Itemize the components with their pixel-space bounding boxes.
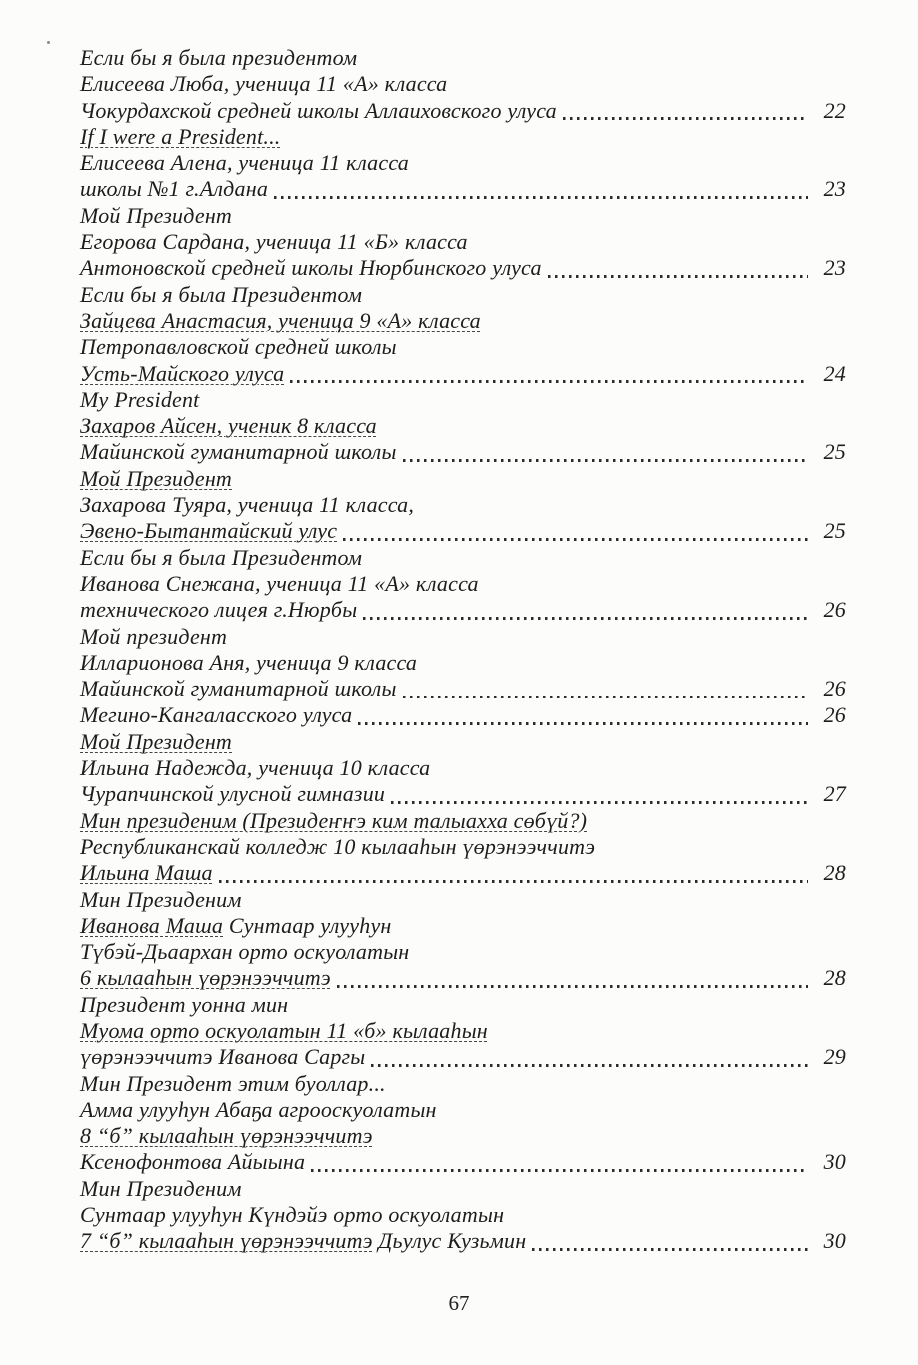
- dot-leader: [532, 1248, 808, 1251]
- toc-entry-text: Мой президент: [80, 623, 228, 649]
- toc-page-number: 23: [823, 176, 846, 202]
- toc-entry-text: Захаров Айсен, ученик 8 класса: [80, 413, 377, 439]
- toc-entry-text: Ильина Надежда, ученица 10 класса: [80, 755, 431, 781]
- toc-entry: [80, 571, 846, 597]
- toc-entry: [80, 781, 846, 807]
- toc-entry-text: Мин президеним (Президеҥҥэ ким талыахха сөбүй?): [80, 807, 588, 833]
- toc-entry-text: 6 кылааһын үөрэнээччитэ: [80, 965, 331, 991]
- toc-entry-text: Мин Президеним: [80, 886, 242, 912]
- toc-entry-text: Амма улууһун Абаҕа агрооскуолатын: [80, 1096, 437, 1122]
- toc-entry: [80, 308, 846, 334]
- toc-page-number: 24: [823, 360, 846, 386]
- toc-entry: [80, 45, 846, 71]
- toc-entry-text: Майинской гуманитарной школы: [80, 676, 397, 702]
- toc-entry-text: Если бы я была Президентом: [80, 544, 363, 570]
- toc-entry-text: Илларионова Аня, ученица 9 класса: [80, 649, 418, 675]
- toc-entry-text: Мой Президент: [80, 465, 233, 491]
- toc-entry-text: Мой Президент: [80, 728, 233, 754]
- toc-entry-text: Мин Президент этим буоллар...: [80, 1070, 386, 1096]
- toc-page-number: 26: [823, 702, 846, 728]
- toc-entry-text-tail: Дьулус Кузьмин: [372, 1228, 527, 1254]
- toc-page-number: 30: [823, 1149, 846, 1175]
- dot-leader: [548, 275, 808, 278]
- toc-entry-text: 7 “б” кылааһын үөрэнээччитэ: [80, 1228, 373, 1254]
- toc-entry-text: Если бы я была президентом: [80, 45, 358, 70]
- toc-page-number: 29: [823, 1044, 846, 1070]
- toc-entry: [80, 518, 846, 544]
- toc-entry: [80, 676, 846, 702]
- toc-entry: [80, 255, 846, 281]
- toc-entry: [80, 1018, 846, 1044]
- dot-leader: [358, 722, 808, 725]
- toc-entry-text: Майинской гуманитарной школы: [80, 439, 397, 465]
- toc-page-number: 30: [823, 1228, 846, 1254]
- toc-entry: [80, 1149, 846, 1175]
- toc-entry: [80, 860, 846, 886]
- scan-speck: [47, 41, 50, 44]
- toc-entry-text: Муома орто оскуолатын 11 «б» кылааһын: [80, 1017, 488, 1043]
- toc-page-number: 25: [823, 439, 846, 465]
- toc-entry-text: школы №1 г.Алдана: [80, 176, 269, 202]
- toc-entry-text: Мегино-Кангаласского улуса: [80, 702, 353, 728]
- toc-entry: [80, 650, 846, 676]
- toc-entry: [80, 124, 846, 150]
- toc-entry-text: Если бы я была Президентом: [80, 281, 363, 307]
- toc-entry-text: My President: [80, 386, 200, 412]
- toc-entry: [80, 439, 846, 465]
- dot-leader: [403, 459, 808, 462]
- toc-entry-text: Елисеева Люба, ученица 11 «А» класса: [80, 71, 448, 97]
- toc-entry-text: Республиканскай колледж 10 кылааһын үөрэнээччитэ: [80, 833, 596, 859]
- toc-entry-text: Түбэй-Дьаархан орто оскуолатын: [80, 939, 410, 965]
- toc-entry-text: Иванова Снежана, ученица 11 «А» класса: [80, 570, 479, 596]
- toc-entry: [80, 71, 846, 97]
- toc-entry-text: Егорова Сардана, ученица 11 «Б» класса: [80, 229, 468, 255]
- toc-entry: [80, 808, 846, 834]
- toc-page-number: 28: [823, 965, 846, 991]
- toc-entry-text: Эвено-Бытантайский улус: [80, 518, 338, 544]
- toc-page-number: 25: [823, 518, 846, 544]
- toc-entry: [80, 1044, 846, 1070]
- dot-leader: [363, 617, 808, 620]
- toc-page-number: 23: [823, 255, 846, 281]
- toc-entry: [80, 597, 846, 623]
- toc-entry: [80, 229, 846, 255]
- toc-entry-text: Захарова Туяра, ученица 11 класса,: [80, 492, 415, 518]
- toc-entry: [80, 176, 846, 202]
- dot-leader: [371, 1064, 808, 1067]
- toc-entry: [80, 1071, 846, 1097]
- toc-entry-text: Сунтаар улууһун Күндэйэ орто оскуолатын: [80, 1202, 505, 1228]
- toc-entry: [80, 992, 846, 1018]
- toc-entry-text: Петропавловской средней школы: [80, 334, 397, 360]
- toc-entry-text: Ильина Маша: [80, 860, 213, 886]
- toc-entry-text: Усть-Майского улуса: [80, 360, 285, 386]
- dot-leader: [391, 801, 808, 804]
- toc-entry: [80, 913, 846, 939]
- toc-entry: [80, 887, 846, 913]
- dot-leader: [290, 380, 808, 383]
- toc-entry-text: Иванова Маша: [80, 912, 224, 938]
- toc-page-number: 26: [823, 676, 846, 702]
- toc-entry: [80, 545, 846, 571]
- toc-entry-text: Мой Президент: [80, 202, 233, 228]
- toc-entry: [80, 1123, 846, 1149]
- toc-entry-text: If I were a President...: [80, 123, 281, 149]
- toc-entry: [80, 413, 846, 439]
- dot-leader: [563, 117, 808, 120]
- toc-entry: [80, 702, 846, 728]
- toc-entry: [80, 834, 846, 860]
- toc-entry: [80, 203, 846, 229]
- toc-page-number: 26: [823, 597, 846, 623]
- dot-leader: [274, 196, 808, 199]
- toc-page-number: 22: [823, 97, 846, 123]
- toc-entry: [80, 282, 846, 308]
- toc-entry: [80, 361, 846, 387]
- toc-entry: [80, 98, 846, 124]
- toc-entry: [80, 1176, 846, 1202]
- dot-leader: [219, 880, 808, 883]
- toc-entry-text: Чурапчинской улусной гимназии: [80, 781, 386, 807]
- toc-entry: [80, 939, 846, 965]
- toc-entry: [80, 387, 846, 413]
- toc-page-number: 27: [823, 781, 846, 807]
- toc-entry: [80, 965, 846, 991]
- toc-entry: [80, 1097, 846, 1123]
- toc-entry-text: Антоновской средней школы Нюрбинского улуса: [80, 255, 542, 281]
- toc-entry-text: үөрэнээччитэ Иванова Саргы: [80, 1044, 366, 1070]
- dot-leader: [337, 985, 808, 988]
- toc-entry: [80, 492, 846, 518]
- page-folio: 67: [448, 1291, 470, 1315]
- toc-entry: [80, 624, 846, 650]
- toc-entry-text-tail: Сунтаар улууһун: [223, 912, 392, 938]
- dot-leader: [343, 538, 808, 541]
- toc-entry-text: Елисеева Алена, ученица 11 класса: [80, 150, 409, 176]
- dot-leader: [403, 696, 808, 699]
- toc-entry-text: Мин Президеним: [80, 1175, 242, 1201]
- toc-entry: [80, 466, 846, 492]
- toc-entry-text: Чокурдахской средней школы Аллаиховского улуса: [80, 97, 557, 123]
- toc-entry-text: Президент уонна мин: [80, 991, 289, 1017]
- toc-entry-text: технического лицея г.Нюрбы: [80, 597, 358, 623]
- toc-entry: [80, 755, 846, 781]
- toc-page-number: 28: [823, 860, 846, 886]
- toc-entry: [80, 1202, 846, 1228]
- toc-entry-text: Ксенофонтова Айыына: [80, 1149, 306, 1175]
- toc-entry-text: 8 “б” кылааһын үөрэнээччитэ: [80, 1123, 373, 1149]
- toc-list: [80, 45, 846, 1255]
- dot-leader: [311, 1169, 808, 1172]
- toc-entry: [80, 150, 846, 176]
- toc-entry: [80, 334, 846, 360]
- toc-entry-text: Зайцева Анастасия, ученица 9 «А» класса: [80, 307, 481, 333]
- toc-entry: [80, 1228, 846, 1254]
- toc-entry: [80, 729, 846, 755]
